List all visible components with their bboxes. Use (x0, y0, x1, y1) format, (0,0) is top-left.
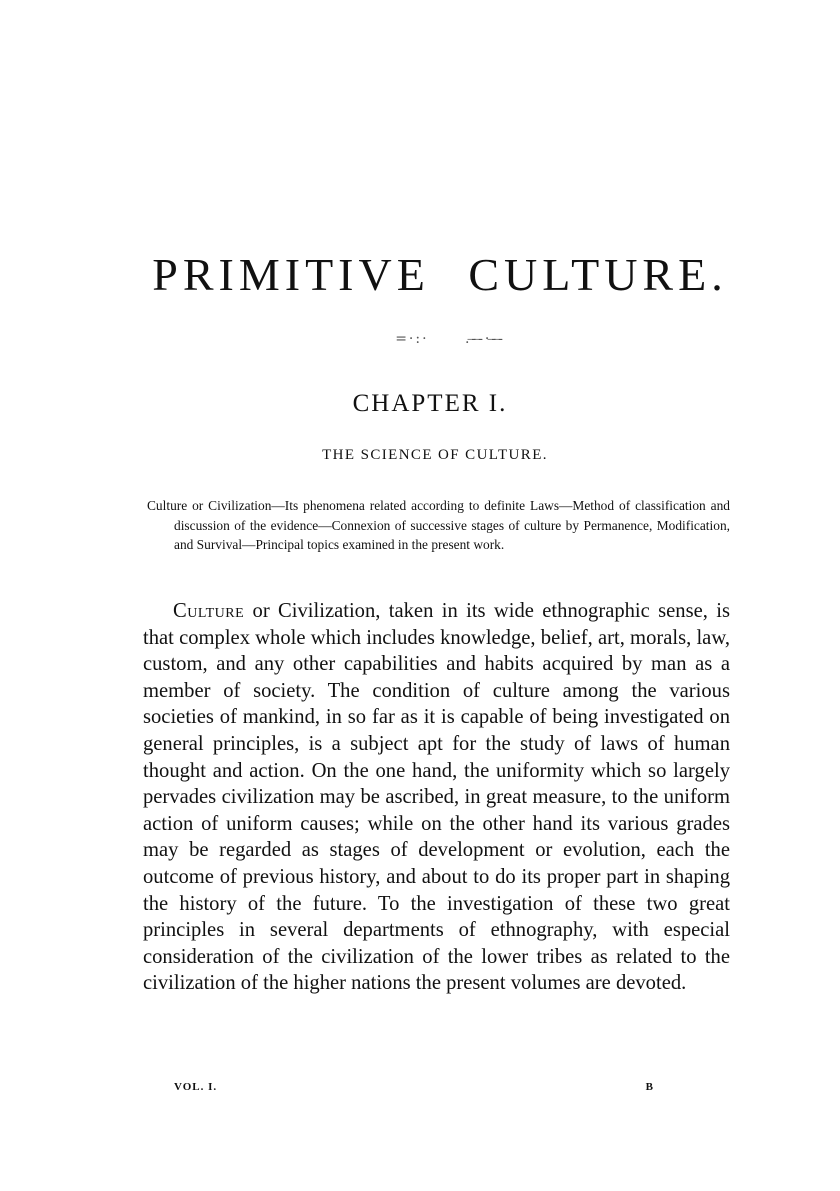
body-paragraph-text: or Civilization, taken in its wide ethnographic sense, is that complex whole which includes knowledge, belief, art, morals, law, custom, and any other capabilities and habits acquired by man as a member of society. The condition of culture among the various societies of mankind, in so far as it is capable of being investigated on general principles, is a subject apt for the study of laws of human thought and action. On the one hand, the uniformity which so largely pervades civilization may be ascribed, in great measure, to the uniform action of uniform causes; while on the other hand its various grades may be regarded as stages of development or evolution, each the outcome of previous history, and about to do its proper part in shaping the history of the future. To the investigation of these two great principles in several departments of ethnography, with especial consideration of the civilization of the lower tribes as related to the civilization of the higher nations the present volumes are devoted. (143, 600, 730, 995)
chapter-heading: CHAPTER I. (352, 390, 508, 417)
chapter-subtitle: THE SCIENCE OF CULTURE. (322, 447, 548, 463)
chapter-summary (147, 496, 730, 555)
chapter-summary-text: Culture or Civilization—Its phenomena related according to definite Laws—Method of classification and discussion of the evidence—Connexion of successive stages of culture by Permanence, Modification, and Survival—Principal topics examined in the present work. (147, 498, 730, 553)
signature-mark: B (645, 1081, 654, 1093)
body-text (143, 598, 730, 997)
book-title: PRIMITIVE CULTURE. (152, 249, 728, 300)
volume-mark: VOL. I. (174, 1081, 218, 1093)
lead-word: Culture (173, 600, 245, 622)
body-paragraph (143, 598, 730, 997)
ornamental-rule: =·:· .-̶-̶·-̶-̶ (395, 331, 505, 347)
